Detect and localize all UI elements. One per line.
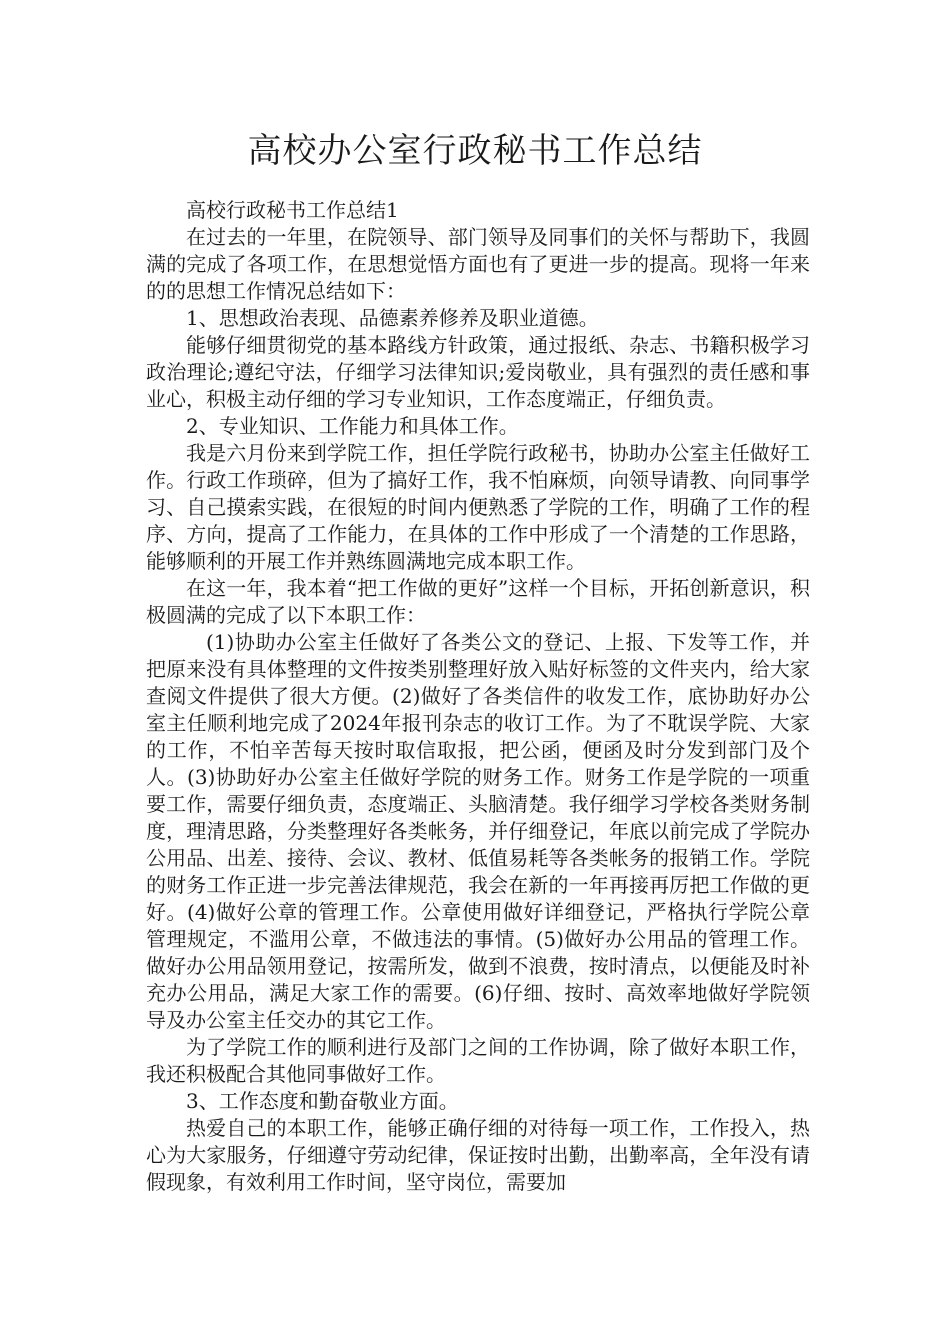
paragraph-section-3: 热爱自己的本职工作，能够正确仔细的对待每一项工作，工作投入，热心为大家服务，仔细遵守劳动纪律，保证按时出勤，出勤率高，全年没有请假现象，有效利用工作时间，坚守岗位，需要加 xyxy=(146,1116,810,1194)
paragraph-section-2: 我是六月份来到学院工作，担任学院行政秘书，协助办公室主任做好工作。行政工作琐碎，但为了搞好工作，我不怕麻烦，向领导请教、向同事学习、自己摸索实践，在很短的时间内便熟悉了学院的工作，明确了工作的程序、方向，提高了工作能力，在具体的工作中形成了一个清楚的工作思路，能够顺利的开展工作并熟练圆满地完成本职工作。 xyxy=(146,441,810,573)
paragraph-subtitle: 高校行政秘书工作总结1 xyxy=(186,198,399,222)
paragraph-duties-list: (1)协助办公室主任做好了各类公文的登记、上报、下发等工作，并把原来没有具体整理的文件按类别整理好放入贴好标签的文件夹内，给大家查阅文件提供了很大方便。(2)做好了各类信件的收发工作，底协助好办公室主任顺利地完成了2024年报刊杂志的收订工作。为了不耽误学院、大家的工作，不怕辛苦每天按时取信取报，把公函，便函及时分发到部门及个人。(3)协助好办公室主任做好学院的财务工作。财务工作是学院的一项重要工作，需要仔细负责，态度端正、头脑清楚。我仔细学习学校各类财务制度，理清思路，分类整理好各类帐务，并仔细登记，年底以前完成了学院办公用品、出差、接待、会议、教材、低值易耗等各类帐务的报销工作。学院的财务工作正进一步完善法律规范，我会在新的一年再接再厉把工作做的更好。(4)做好公章的管理工作。公章使用做好详细登记，严格执行学院公章管理规定，不滥用公章，不做违法的事情。(5)做好办公用品的管理工作。做好办公用品领用登记，按需所发，做到不浪费，按时清点，以便能及时补充办公用品，满足大家工作的需要。(6)仔细、按时、高效率地做好学院领导及办公室主任交办的其它工作。 xyxy=(146,630,810,1032)
document-title: 高校办公室行政秘书工作总结 xyxy=(247,131,703,171)
section-heading-2: 2、专业知识、工作能力和具体工作。 xyxy=(186,414,519,438)
paragraph-cooperation: 为了学院工作的顺利进行及部门之间的工作协调，除了做好本职工作，我还积极配合其他同事做好工作。 xyxy=(146,1035,810,1086)
paragraph-goal: 在这一年，我本着“把工作做的更好”这样一个目标，开拓创新意识，积极圆满的完成了以下本职工作： xyxy=(146,576,810,627)
section-heading-3: 3、工作态度和勤奋敬业方面。 xyxy=(186,1089,459,1113)
paragraph-intro: 在过去的一年里，在院领导、部门领导及同事们的关怀与帮助下，我圆满的完成了各项工作，在思想觉悟方面也有了更进一步的提高。现将一年来的的思想工作情况总结如下： xyxy=(146,225,810,303)
section-heading-1: 1、思想政治表现、品德素养修养及职业道德。 xyxy=(186,306,599,330)
document-body xyxy=(146,197,810,1196)
paragraph-section-1: 能够仔细贯彻党的基本路线方针政策，通过报纸、杂志、书籍积极学习政治理论;遵纪守法，仔细学习法律知识;爱岗敬业，具有强烈的责任感和事业心，积极主动仔细的学习专业知识，工作态度端正，仔细负责。 xyxy=(146,333,810,411)
